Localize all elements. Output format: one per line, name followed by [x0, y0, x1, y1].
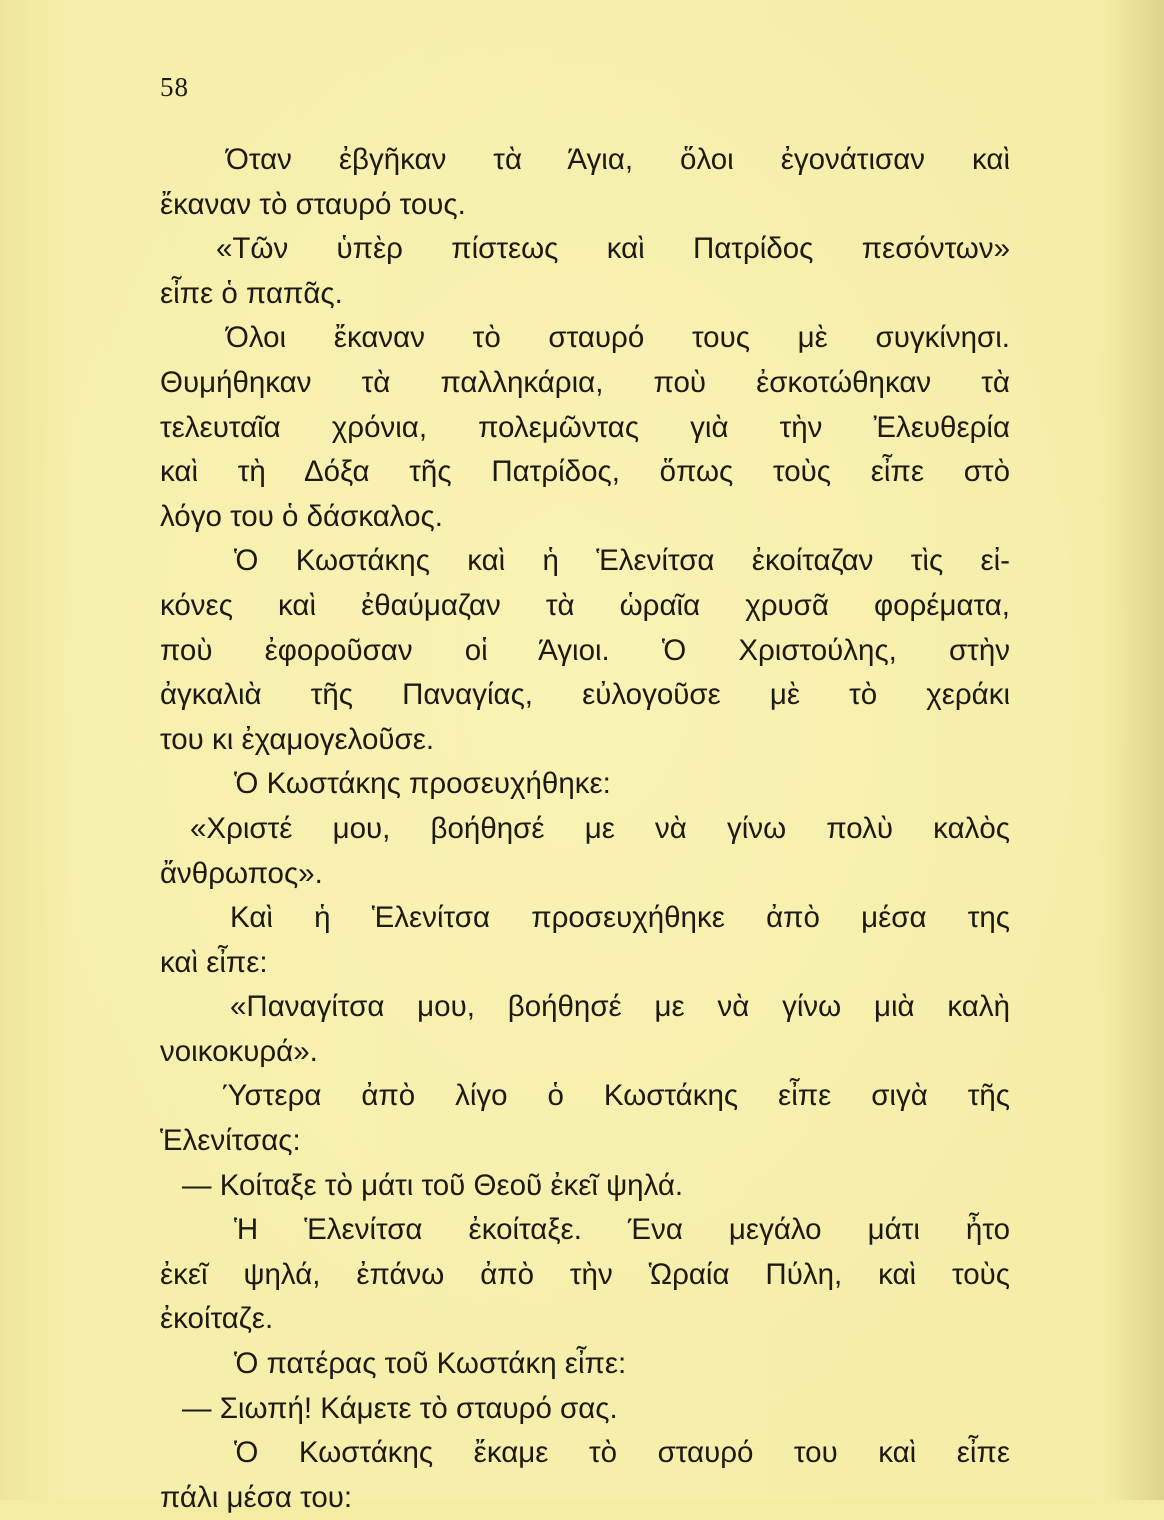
text-line: Ἡ Ἑλενίτσα ἐκοίταξε. Ένα μεγάλο μάτι ἦτο [234, 1213, 1010, 1247]
text-line: ἀγκαλιὰ τῆς Παναγίας, εὐλογοῦσε μὲ τὸ χεράκι [160, 678, 1010, 712]
text-line: — Σιωπή! Κάμετε τὸ σταυρό σας. [182, 1391, 618, 1425]
text-line: ποὺ ἐφοροῦσαν οἱ Άγιοι. Ὁ Χριστούλης, στὴν [160, 633, 1010, 667]
text-line: ἐκεῖ ψηλά, ἐπάνω ἀπὸ τὴν Ὡραία Πύλη, καὶ τοὺς [160, 1257, 1010, 1291]
text-line: Καὶ ἡ Ἑλενίτσα προσευχήθηκε ἀπὸ μέσα της [230, 901, 1010, 935]
text-line: ἄνθρωπος». [160, 856, 323, 890]
page-number: 58 [160, 72, 189, 102]
text-line: Όταν ἐβγῆκαν τὰ Άγια, ὅλοι ἐγονάτισαν καὶ [226, 143, 1010, 176]
text-line: εἶπε ὁ παπᾶς. [160, 276, 343, 310]
text-line: Ἑλενίτσας: [160, 1124, 301, 1158]
page-body-text [160, 138, 1010, 1520]
text-line: πάλι μέσα του: [160, 1480, 353, 1514]
text-line: λόγο του ὁ δάσκαλος. [160, 499, 443, 533]
page-edge-shadow [1115, 0, 1164, 1500]
text-line: Θυμήθηκαν τὰ παλληκάρια, ποὺ ἐσκοτώθηκαν τὰ [160, 365, 1010, 399]
text-line: Ὁ πατέρας τοῦ Κωστάκη εἶπε: [234, 1347, 627, 1381]
text-line: ἐκοίταζε. [160, 1302, 274, 1336]
text-line: καὶ εἶπε: [160, 945, 268, 979]
text-line: ἔκαναν τὸ σταυρό τους. [160, 187, 466, 221]
text-line: καὶ τὴ Δόξα τῆς Πατρίδος, ὅπως τοὺς εἶπε στὸ [160, 455, 1010, 489]
text-line: «Χριστέ μου, βοήθησέ με νὰ γίνω πολὺ καλὸς [190, 811, 1010, 845]
text-line: «Παναγίτσα μου, βοήθησέ με νὰ γίνω μιὰ καλὴ [230, 990, 1010, 1024]
text-line: Όλοι ἔκαναν τὸ σταυρό τους μὲ συγκίνησι. [226, 321, 1010, 355]
text-line: Ὁ Κωστάκης καὶ ἡ Ἑλενίτσα ἐκοίταζαν τὶς εἰ- [234, 544, 1010, 578]
text-line: νοικοκυρά». [160, 1034, 318, 1068]
text-line: του κι ἐχαμογελοῦσε. [160, 722, 435, 756]
text-line: «Τῶν ὑπὲρ πίστεως καὶ Πατρίδος πεσόντων» [216, 232, 1010, 266]
text-line: — Κοίταξε τὸ μάτι τοῦ Θεοῦ ἐκεῖ ψηλά. [182, 1168, 684, 1202]
text-line: κόνες καὶ ἐθαύμαζαν τὰ ὡραῖα χρυσᾶ φορέματα, [160, 588, 1010, 622]
text-line: Ὁ Κωστάκης προσευχήθηκε: [234, 767, 611, 801]
text-line: Ὁ Κωστάκης ἔκαμε τὸ σταυρό του καὶ εἶπε [234, 1436, 1010, 1470]
text-line: Ύστερα ἀπὸ λίγο ὁ Κωστάκης εἶπε σιγὰ τῆς [222, 1079, 1010, 1113]
text-line: τελευταῖα χρόνια, πολεμῶντας γιὰ τὴν Ἐλευθερία [160, 410, 1010, 444]
